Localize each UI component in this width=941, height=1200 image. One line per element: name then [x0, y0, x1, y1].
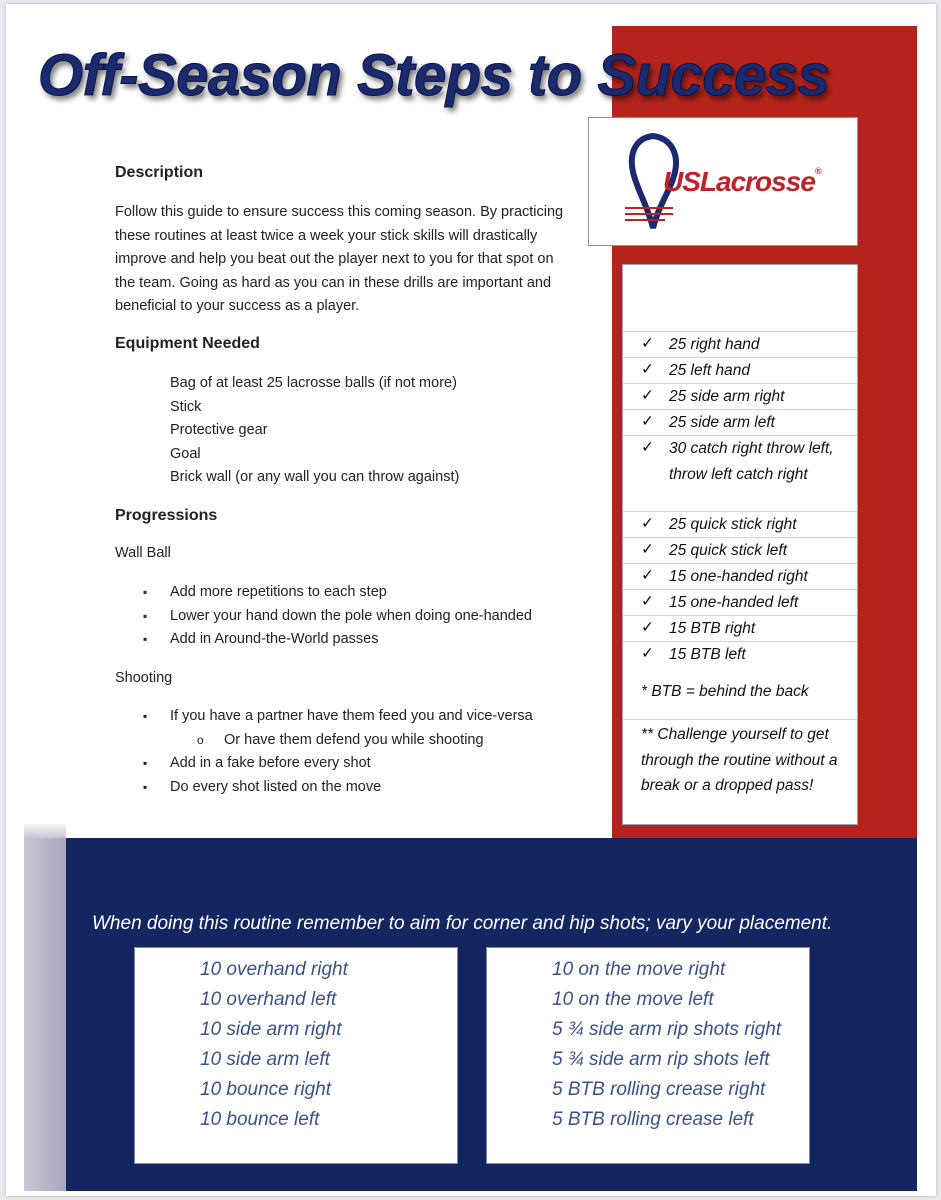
shooting-list-box-right [486, 947, 810, 1164]
equipment-item: Protective gear [170, 422, 268, 438]
checkmark-icon: ✓ [641, 645, 654, 662]
checklist-row [623, 589, 857, 615]
logo-lacrosse: Lacrosse [699, 166, 815, 197]
challenge-note: ** Challenge yourself to get through the routine without a break or a dropped pass! [641, 726, 838, 794]
equipment-list [170, 372, 459, 490]
equipment-heading: Equipment Needed [115, 335, 260, 352]
checklist-item-text: 30 catch right throw left, throw left catch right [669, 440, 834, 483]
shooting-list-left [200, 955, 348, 1135]
checkmark-icon: ✓ [641, 515, 654, 532]
checkmark-icon: ✓ [641, 619, 654, 636]
shot-item: 10 on the move right [552, 959, 726, 980]
checklist-item-text: 15 BTB left [669, 646, 746, 663]
checklist-item-text: 25 quick stick left [669, 542, 788, 559]
shooting-item: ▪ Do every shot listed on the move [143, 776, 533, 800]
shot-item: 5 ¾ side arm rip shots right [552, 1019, 782, 1040]
checklist-item-text: 25 left hand [669, 362, 751, 379]
wall-ball-list [143, 581, 532, 652]
equipment-item: Bag of at least 25 lacrosse balls (if not more) [170, 375, 457, 391]
equipment-item: Goal [170, 445, 201, 462]
shot-item: 5 BTB rolling crease right [552, 1079, 766, 1100]
checkmark-icon: ✓ [641, 541, 654, 558]
checklist-item-text: 25 right hand [669, 336, 760, 353]
shooting-reminder: When doing this routine remember to aim for corner and hip shots; vary your placement. [92, 913, 833, 934]
checkmark-icon: ✓ [641, 439, 654, 456]
shot-item: 5 BTB rolling crease left [552, 1109, 754, 1130]
equipment-item: Stick [170, 398, 202, 415]
wall-ball-label: Wall Ball [115, 545, 171, 561]
shot-item: 10 overhand right [200, 959, 348, 980]
shooting-item: ▪ If you have a partner have them feed you and vice-versa [143, 705, 533, 729]
wall-ball-item: ▪ Add in Around-the-World passes [143, 628, 532, 652]
logo-wordmark [663, 166, 821, 198]
shot-item: 5 ¾ side arm rip shots left [552, 1049, 770, 1070]
checklist-item-text: 25 side arm right [669, 388, 785, 405]
checklist-row [623, 435, 857, 511]
checkmark-icon: ✓ [641, 387, 654, 404]
checklist-row [623, 383, 857, 409]
shooting-list-right [552, 955, 781, 1135]
shot-item: 10 bounce left [200, 1109, 320, 1130]
checkmark-icon: ✓ [641, 593, 654, 610]
shooting-label: Shooting [115, 670, 173, 686]
us-lacrosse-logo [588, 117, 858, 246]
checkmark-icon: ✓ [641, 361, 654, 378]
checklist-row [623, 537, 857, 563]
shot-item: 10 overhand left [200, 989, 337, 1010]
checklist-note [623, 679, 857, 719]
shooting-list-box-left [134, 947, 458, 1164]
checklist-row [623, 331, 857, 357]
wall-ball-item: ▪ Lower your hand down the pole when doing one-handed [143, 605, 532, 629]
checklist-row [623, 357, 857, 383]
checkmark-icon: ✓ [641, 567, 654, 584]
logo-us: US [663, 166, 700, 197]
checklist-item-text: 25 side arm left [669, 414, 775, 431]
checklist-row [623, 563, 857, 589]
shot-item: 10 on the move left [552, 989, 714, 1010]
shooting-progression-list [143, 705, 533, 799]
wall-ball-checklist [622, 264, 858, 825]
checklist-row [623, 409, 857, 435]
description-heading: Description [115, 164, 204, 181]
checklist-item-text: 15 one-handed left [669, 594, 799, 611]
checklist-note [623, 719, 857, 825]
checklist-item-text: 15 one-handed right [669, 568, 808, 585]
shot-item: 10 bounce right [200, 1079, 331, 1100]
shooting-item: ▪ Add in a fake before every shot [143, 752, 533, 776]
shadow-accent [24, 838, 66, 1191]
logo-registered-mark: ® [814, 166, 821, 176]
wall-ball-item: ▪ Add more repetitions to each step [143, 581, 532, 605]
checklist-row [623, 615, 857, 641]
page-title: Off-Season Steps to Success [38, 43, 830, 108]
shot-item: 10 side arm right [200, 1019, 342, 1040]
description-text: Follow this guide to ensure success this coming season. By practicing these routines at least twice a week your stick skills will drastically improve and help you beat out the player next to you for that spot on the team. Going as hard as you can in these drills are important and beneficial to your success as a player. [115, 204, 564, 314]
shooting-sub-item: o Or have them defend you while shooting [143, 729, 533, 753]
checklist-row [623, 641, 857, 679]
shot-item: 10 side arm left [200, 1049, 330, 1070]
checklist-item-text: 15 BTB right [669, 620, 756, 637]
checklist-row [623, 511, 857, 537]
checkmark-icon: ✓ [641, 413, 654, 430]
checkmark-icon: ✓ [641, 335, 654, 352]
progressions-heading: Progressions [115, 507, 218, 524]
shadow-accent [24, 824, 66, 838]
checklist-item-text: 25 quick stick right [669, 516, 797, 533]
btb-note: * BTB = behind the back [641, 683, 809, 700]
equipment-item: Brick wall (or any wall you can throw against) [170, 469, 460, 485]
